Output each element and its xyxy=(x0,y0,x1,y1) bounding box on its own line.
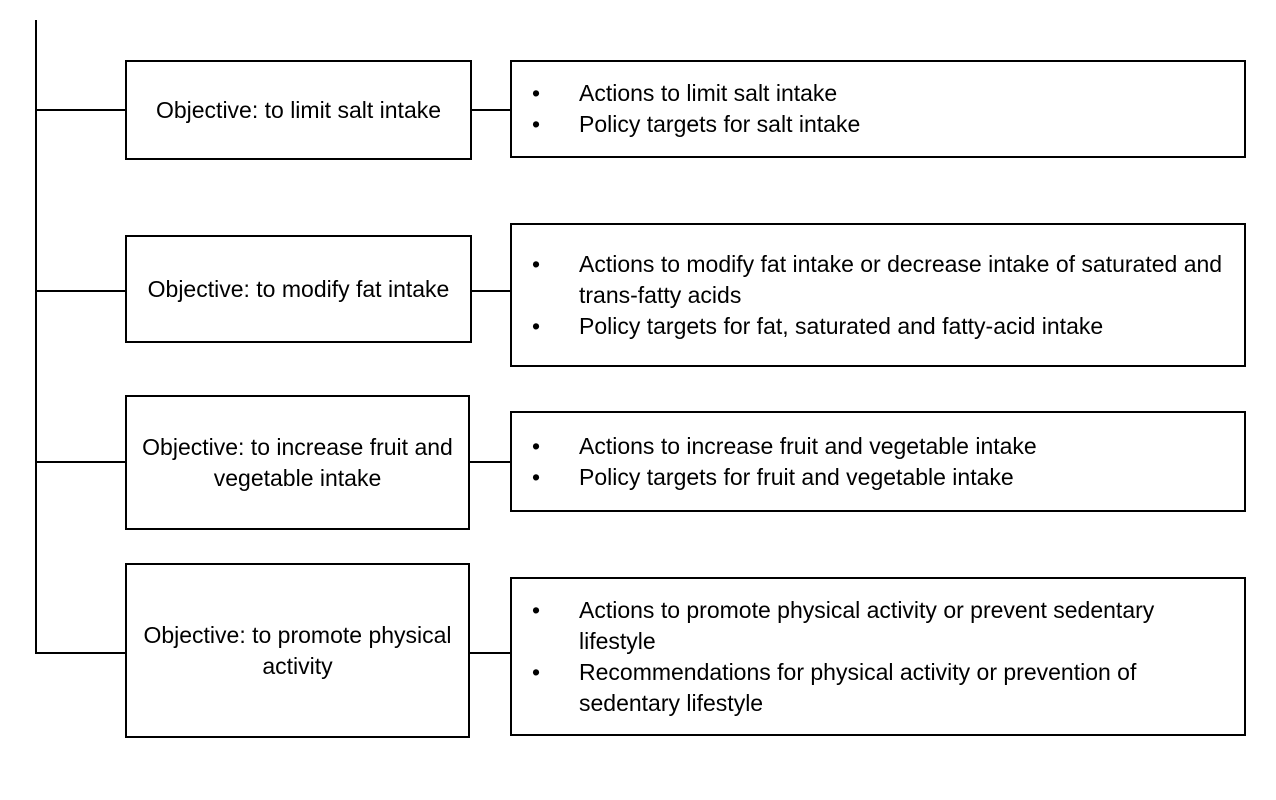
bullet-icon: • xyxy=(532,432,541,459)
objective-box-fat xyxy=(125,235,472,343)
detail-text: Actions to limit salt intake xyxy=(579,80,838,106)
list-item xyxy=(512,311,1244,342)
details-box-salt xyxy=(510,60,1246,158)
objective-box-salt xyxy=(125,60,472,160)
objective-label: Objective: to limit salt intake xyxy=(155,96,442,123)
list-item xyxy=(512,657,1244,719)
details-list xyxy=(512,595,1244,719)
list-item xyxy=(512,109,1244,140)
details-list xyxy=(512,78,1244,140)
details-list xyxy=(512,431,1244,493)
detail-text: Actions to promote physical activity or prevent sedentary lifestyle xyxy=(579,596,1155,654)
details-box-fat xyxy=(510,223,1246,367)
list-item xyxy=(512,249,1244,311)
bullet-icon: • xyxy=(532,111,541,137)
list-item xyxy=(512,431,1244,462)
detail-text: Policy targets for salt intake xyxy=(579,111,861,137)
objective-label: Objective: to modify fat intake xyxy=(147,275,450,302)
objective-label: Objective: to increase fruit and vegetable intake xyxy=(142,433,453,491)
connector-objective-details-salt xyxy=(470,109,511,111)
bullet-icon: • xyxy=(532,312,541,339)
details-box-physical-activity xyxy=(510,577,1246,736)
bullet-icon: • xyxy=(532,596,541,623)
connector-spine-fat xyxy=(35,290,126,292)
list-item xyxy=(512,595,1244,657)
bullet-icon: • xyxy=(532,463,541,490)
objective-box-physical-activity xyxy=(125,563,470,738)
detail-text: Actions to increase fruit and vegetable intake xyxy=(579,432,1037,459)
details-box-fruit-vegetable xyxy=(510,411,1246,512)
connector-spine-activity xyxy=(35,652,126,654)
bullet-icon: • xyxy=(532,250,541,277)
spine-line xyxy=(35,20,37,654)
connector-objective-details-activity xyxy=(470,652,511,654)
connector-objective-details-fat xyxy=(470,290,511,292)
bullet-icon: • xyxy=(532,80,541,106)
connector-objective-details-fruit xyxy=(470,461,511,463)
detail-text: Actions to modify fat intake or decrease intake of saturated and trans-fatty acids xyxy=(579,250,1223,308)
details-list xyxy=(512,249,1244,342)
connector-spine-fruit xyxy=(35,461,126,463)
detail-text: Policy targets for fat, saturated and fatty-acid intake xyxy=(579,312,1104,339)
bullet-icon: • xyxy=(532,658,541,685)
objective-box-fruit-vegetable xyxy=(125,395,470,530)
connector-spine-salt xyxy=(35,109,126,111)
detail-text: Recommendations for physical activity or prevention of sedentary lifestyle xyxy=(579,658,1137,716)
objective-label: Objective: to promote physical activity xyxy=(143,621,452,679)
list-item xyxy=(512,78,1244,109)
detail-text: Policy targets for fruit and vegetable intake xyxy=(579,463,1014,490)
list-item xyxy=(512,462,1244,493)
